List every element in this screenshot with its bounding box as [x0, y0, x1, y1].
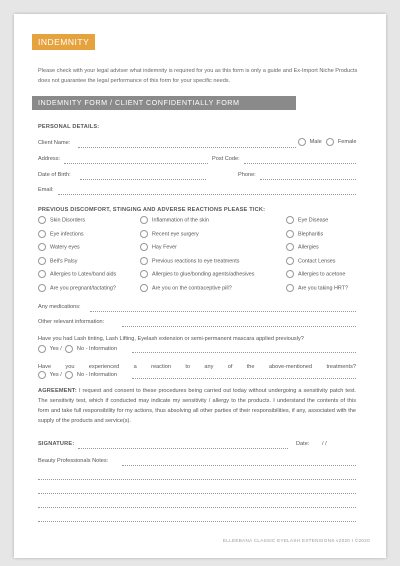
q1-yes-radio[interactable] — [38, 345, 46, 353]
notes-line[interactable] — [38, 507, 356, 508]
reaction-answer: Yes / No - Information — [38, 371, 117, 379]
agreement-label: AGREEMENT: — [38, 388, 77, 394]
dob-label: Date of Birth: — [38, 172, 71, 178]
reactions-heading: PREVIOUS DISCOMFORT, STINGING AND ADVERSE REACTIONS PLEASE TICK: — [38, 207, 266, 213]
email-label: Email: — [38, 187, 54, 193]
reaction-question: Have you experienced a reaction to any of the above-mentioned treatments? — [38, 364, 356, 370]
checkbox-item[interactable]: Blepharitis — [286, 230, 323, 238]
checkbox-item[interactable]: Contact Lenses — [286, 257, 335, 265]
male-radio[interactable] — [298, 138, 306, 146]
female-label: Female — [337, 139, 357, 146]
checkbox-item[interactable]: Skin Disorders — [38, 216, 85, 224]
checkbox-item[interactable]: Allergies — [286, 243, 319, 251]
checkbox-circle[interactable] — [38, 284, 46, 292]
female-radio[interactable] — [326, 138, 334, 146]
checkbox-item[interactable]: Are you on the contraceptive pill? — [140, 284, 232, 292]
post-code-label: Post Code: — [212, 156, 240, 162]
checkbox-item[interactable]: Inflammation of the skin — [140, 216, 209, 224]
checkbox-item[interactable]: Watery eyes — [38, 243, 80, 251]
checkbox-item[interactable]: Recent eye surgery — [140, 230, 199, 238]
checkbox-circle[interactable] — [140, 270, 148, 278]
notes-label: Beauty Professionals Notes: — [38, 458, 109, 464]
checkbox-circle[interactable] — [286, 230, 294, 238]
checkbox-item[interactable]: Allergies to Latex/band aids — [38, 270, 116, 278]
other-info-field[interactable] — [122, 326, 356, 327]
checkbox-circle[interactable] — [38, 243, 46, 251]
medications-label: Any medications: — [38, 304, 81, 310]
checkbox-item[interactable]: Bell's Palsy — [38, 257, 77, 265]
post-code-field[interactable] — [244, 163, 356, 164]
checkbox-item[interactable]: Allergies to acetone — [286, 270, 345, 278]
male-label: Male — [309, 139, 322, 146]
checkbox-circle[interactable] — [286, 216, 294, 224]
q1-information-field[interactable] — [132, 352, 356, 353]
agreement-paragraph — [38, 386, 356, 426]
date-field[interactable]: / / — [322, 441, 327, 447]
checkbox-item[interactable]: Eye infections — [38, 230, 84, 238]
medications-field[interactable] — [90, 311, 356, 312]
lash-history-question: Have you had Lash tinting, Lash Lifting, Eyelash extension or semi-permanent mascara applied previously? — [38, 336, 304, 342]
checkbox-circle[interactable] — [38, 216, 46, 224]
checkbox-circle[interactable] — [286, 284, 294, 292]
dob-field[interactable] — [80, 179, 206, 180]
form-title-bar: INDEMNITY FORM / CLIENT CONFIDENTIALLY FORM — [32, 96, 296, 110]
q2-no-radio[interactable] — [65, 371, 73, 379]
notes-line[interactable] — [122, 465, 356, 466]
checkbox-item[interactable]: Hay Fever — [140, 243, 177, 251]
q1-no-radio[interactable] — [65, 345, 73, 353]
other-info-label: Other relevant information: — [38, 319, 105, 325]
signature-field[interactable] — [78, 448, 288, 449]
q2-yes-radio[interactable] — [38, 371, 46, 379]
q2-information-field[interactable] — [132, 378, 356, 379]
gender-options — [298, 138, 356, 146]
checkbox-circle[interactable] — [140, 284, 148, 292]
checkbox-item[interactable]: Eye Disease — [286, 216, 328, 224]
notes-line[interactable] — [38, 479, 356, 480]
checkbox-circle[interactable] — [38, 230, 46, 238]
notes-line[interactable] — [38, 493, 356, 494]
personal-details-heading: PERSONAL DETAILS: — [38, 124, 100, 130]
date-label: Date: — [296, 441, 310, 447]
lash-history-answer: Yes / No - Information — [38, 345, 117, 353]
checkbox-item[interactable]: Are you taking HRT? — [286, 284, 348, 292]
phone-label: Phone: — [238, 172, 256, 178]
checkbox-item[interactable]: Previous reactions to eye treatments — [140, 257, 240, 265]
address-label: Address: — [38, 156, 61, 162]
checkbox-item[interactable]: Allergies to glue/bonding agents/adhesives — [140, 270, 255, 278]
address-field[interactable] — [64, 163, 208, 164]
intro-text: Please check with your legal adviser what indemnity is required for you as this form is only a guide and Ex-Import Niche Products does not guarantee the legal performance of this form for your specific needs. — [38, 68, 358, 84]
footer-text: ELLEEBANA CLASSIC EYELASH EXTENSIONS v2020 I ©2020 — [222, 538, 370, 543]
notes-line[interactable] — [38, 521, 356, 522]
form-page — [14, 14, 386, 558]
checkbox-circle[interactable] — [286, 257, 294, 265]
checkbox-circle[interactable] — [38, 270, 46, 278]
agreement-text: I request and consent to these procedures being carried out today without undergoing a sensitivity patch test. The sensitivity test, which if conducted may indicate my sensitivity / allergy to the products. I understand the contents of this form and take full responsibility for my actions, thus absolving all other parties of their responsibilities, if any, associated with the supply of the products and service(s). — [38, 388, 356, 424]
phone-field[interactable] — [260, 179, 356, 180]
indemnity-header: INDEMNITY — [32, 34, 95, 50]
checkbox-item[interactable]: Are you pregnant/lactating? — [38, 284, 116, 292]
client-name-field[interactable] — [78, 147, 296, 148]
checkbox-circle[interactable] — [286, 270, 294, 278]
checkbox-circle[interactable] — [140, 243, 148, 251]
checkbox-circle[interactable] — [140, 230, 148, 238]
signature-label: SIGNATURE: — [38, 441, 75, 447]
email-field[interactable] — [58, 194, 356, 195]
checkbox-circle[interactable] — [38, 257, 46, 265]
checkbox-circle[interactable] — [140, 216, 148, 224]
client-name-label: Client Name: — [38, 140, 71, 146]
checkbox-circle[interactable] — [286, 243, 294, 251]
checkbox-circle[interactable] — [140, 257, 148, 265]
